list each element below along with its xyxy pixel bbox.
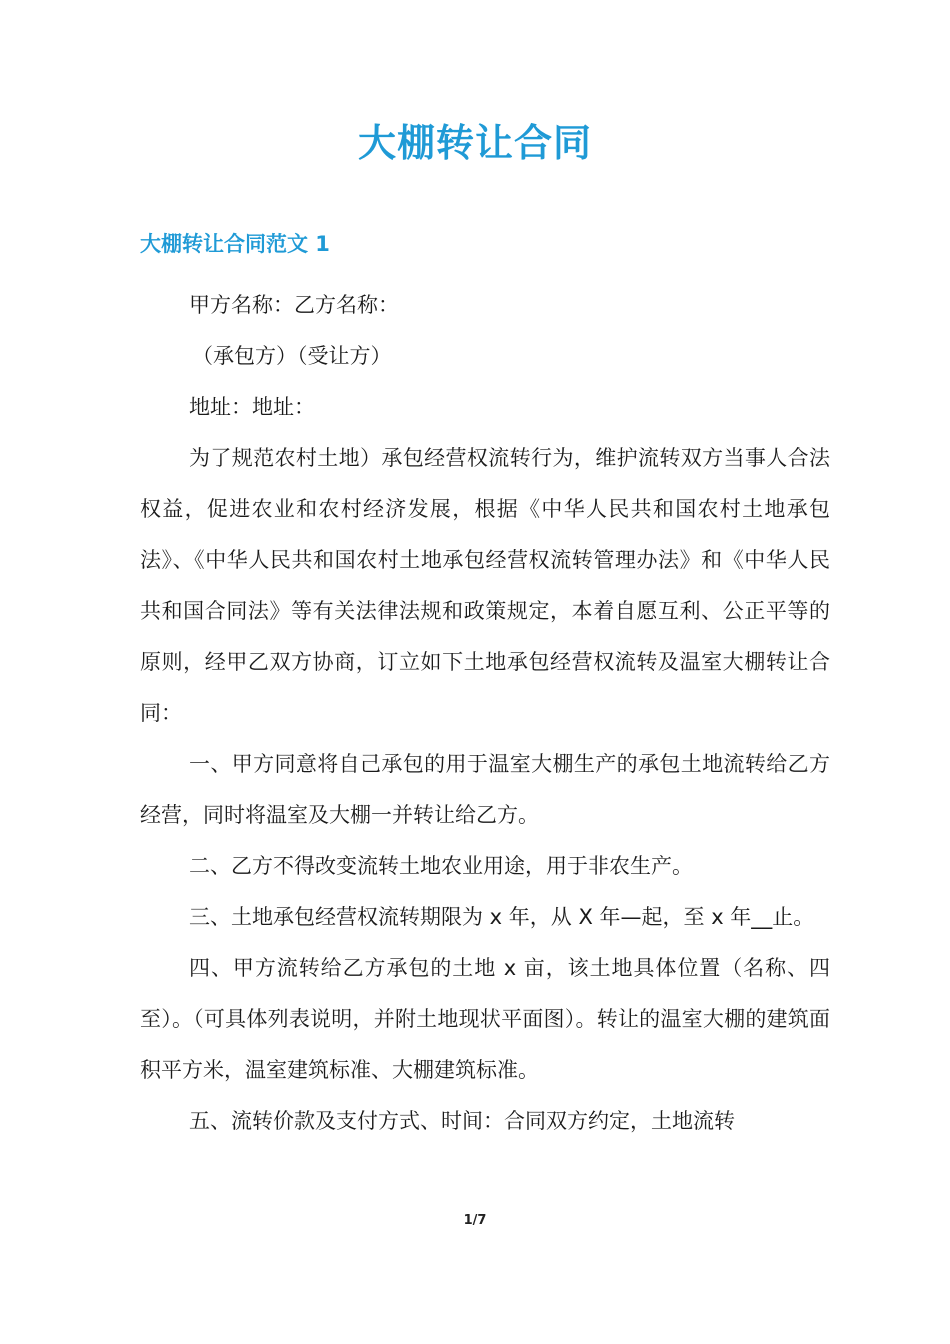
clause-2-paragraph: 二、乙方不得改变流转土地农业用途，用于非农生产。 — [189, 854, 693, 878]
address-line: 地址：地址： — [189, 395, 315, 419]
clause-3-paragraph: 三、土地承包经营权流转期限为 x 年，从 X 年—起，至 x 年__止。 — [189, 905, 815, 929]
clause-4-paragraph: 四、甲方流转给乙方承包的土地 x 亩，该土地具体位置（名称、四至）。（可具体列表说明，并附土地现状平面图）。转让的温室大棚的建筑面积平方米，温室建筑标准、大棚建筑标准。 — [140, 956, 830, 1082]
clause-1-paragraph: 一、甲方同意将自己承包的用于温室大棚生产的承包土地流转给乙方经营，同时将温室及大棚一并转让给乙方。 — [140, 752, 830, 827]
clause-5-paragraph: 五、流转价款及支付方式、时间：合同双方约定，土地流转 — [189, 1109, 735, 1133]
party-names-line: 甲方名称：乙方名称： — [189, 293, 399, 317]
document-body — [140, 280, 830, 1147]
page-number: 1/7 — [463, 1213, 487, 1228]
document-title: 大棚转让合同 — [357, 121, 592, 165]
section-heading: 大棚转让合同范文 1 — [140, 232, 330, 256]
preamble-paragraph: 为了规范农村土地）承包经营权流转行为，维护流转双方当事人合法权益，促进农业和农村经济发展，根据《中华人民共和国农村土地承包法》、《中华人民共和国农村土地承包经营权流转管理办法》和《中华人民共和国合同法》等有关法律法规和政策规定，本着自愿互利、公正平等的原则，经甲乙双方协商，订立如下土地承包经营权流转及温室大棚转让合同： — [140, 446, 830, 725]
party-roles-line: （承包方）（受让方） — [192, 344, 392, 368]
